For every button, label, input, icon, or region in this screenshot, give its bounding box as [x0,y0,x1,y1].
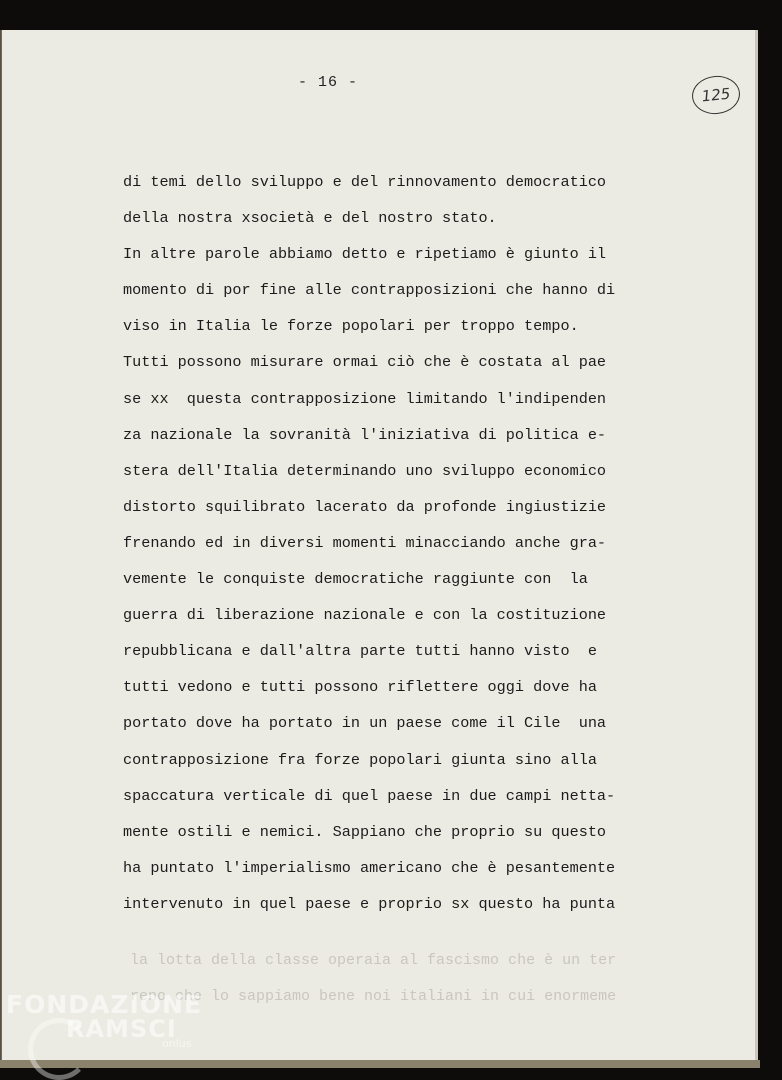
text-line: tutti vedono e tutti possono riflettere oggi dove ha [123,678,597,697]
text-line: momento di por fine alle contrapposizioni che hanno di [123,281,616,300]
bleed-through-line: la lotta della classe operaia al fascismo che è un ter [130,952,617,969]
text-line: contrapposizione fra forze popolari giunta sino alla [123,750,597,769]
text-line: vemente le conquiste democratiche raggiunte con la [123,570,588,589]
watermark [6,990,202,1050]
text-line: se xx questa contrapposizione limitando l'indipenden [123,389,607,408]
text-line: ha puntato l'imperialismo americano che è pesantemente [123,858,616,877]
typed-body-text [123,164,623,922]
page-bottom-edge [0,1060,760,1068]
text-line: Tutti possono misurare ormai ciò che è costata al pae [123,353,607,372]
text-line: In altre parole abbiamo detto e ripetiamo è giunto il [123,245,607,264]
text-line: viso in Italia le forze popolari per troppo tempo. [123,317,579,336]
watermark-line1: FONDAZIONE [6,990,203,1019]
page-number: - 16 - [298,74,359,91]
archive-number-stamp: 125 [690,74,742,117]
text-line: za nazionale la sovranità l'iniziativa di politica e- [123,425,607,444]
text-line: intervenuto in quel paese e proprio sx questo ha punta [123,894,616,913]
text-line: guerra di liberazione nazionale e con la costituzione [123,606,607,625]
text-line: frenando ed in diversi momenti minacciando anche gra- [123,533,607,552]
bleed-through-line: reno che lo sappiamo bene noi italiani in cui enormeme [130,988,617,1005]
text-line: della nostra xsocietà e del nostro stato. [123,209,497,228]
watermark-line2: RAMSCI [66,1015,177,1043]
text-line: stera dell'Italia determinando uno sviluppo economico [123,461,607,480]
text-line: spaccatura verticale di quel paese in due campi netta- [123,786,616,805]
text-line: repubblicana e dall'altra parte tutti hanno visto e [123,642,597,661]
text-line: distorto squilibrato lacerato da profonde ingiustizie [123,497,607,516]
text-line: di temi dello sviluppo e del rinnovamento democratico [123,173,607,191]
text-line: portato dove ha portato in un paese come il Cile una [123,714,607,733]
watermark-line3: onlus [162,1037,192,1050]
text-line: mente ostili e nemici. Sappiano che proprio su questo [123,822,607,841]
